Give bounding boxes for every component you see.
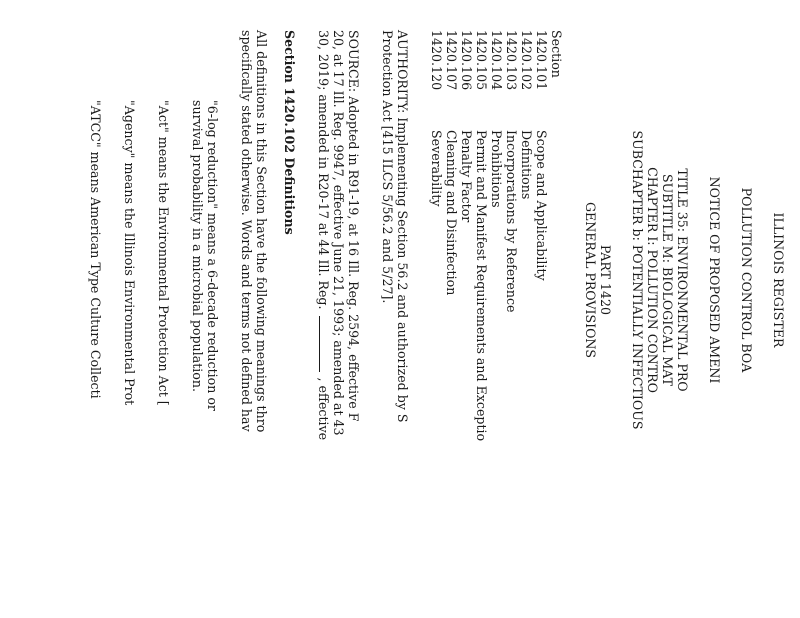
part-name: GENERAL PROVISIONS bbox=[583, 201, 598, 359]
toc-section-title: Severability bbox=[429, 130, 444, 207]
toc-section-number: 1420.120 bbox=[429, 30, 444, 91]
definition-entry: "Agency" means the Illinois Environmental Prot bbox=[122, 100, 137, 406]
toc-section-number: 1420.102 bbox=[519, 30, 534, 91]
toc-section-number: 1420.107 bbox=[444, 30, 459, 91]
part-number: PART 1420 bbox=[598, 244, 613, 316]
toc-section-title: Scope and Applicability bbox=[534, 130, 549, 281]
source-line: SOURCE: Adopted in R91-19, at 16 Ill. Reg. 2594, effective F bbox=[346, 30, 361, 422]
toc-section-title: Definitions bbox=[519, 130, 534, 200]
authority-line: Protection Act [415 ILCS 5/56.2 and 5/27]. bbox=[380, 30, 395, 304]
source-text: 30, 2019; amended in R20-17 at 44 Ill. Reg. bbox=[316, 30, 331, 310]
toc-section-title: Penalty Factor bbox=[459, 130, 474, 223]
subtitle-line: SUBTITLE M: BIOLOGICAL MAT bbox=[660, 173, 675, 387]
definition-entry: "ATCC" means American Type Culture Collecti bbox=[88, 100, 103, 399]
toc-heading: Section bbox=[549, 30, 564, 78]
definition-entry: "6-log reduction" means a 6-decade reduction or bbox=[205, 100, 220, 411]
toc-section-title: Incorporations by Reference bbox=[504, 130, 519, 313]
chapter-line: CHAPTER I: POLLUTION CONTRO bbox=[645, 167, 660, 393]
definitions-intro: All definitions in this Section have the following meanings thro bbox=[254, 30, 269, 433]
toc-section-title: Cleaning and Disinfection bbox=[444, 130, 459, 296]
toc-section-number: 1420.105 bbox=[474, 30, 489, 91]
definition-entry: survival probability in a microbial population. bbox=[190, 100, 205, 392]
title-line: TITLE 35: ENVIRONMENTAL PRO bbox=[675, 168, 690, 392]
toc-section-number: 1420.101 bbox=[534, 30, 549, 91]
toc-section-number: 1420.103 bbox=[504, 30, 519, 91]
toc-section-title: Prohibitions bbox=[489, 130, 504, 208]
source-text: , effective bbox=[316, 377, 331, 441]
rotated-document-page bbox=[88, 0, 800, 540]
board-header: POLLUTION CONTROL BOA bbox=[739, 187, 754, 373]
toc-section-number: 1420.106 bbox=[459, 30, 474, 91]
toc-section-title: Permit and Manifest Requirements and Exceptio bbox=[474, 130, 489, 442]
register-header: ILLINOIS REGISTER bbox=[771, 212, 786, 348]
definitions-intro: specifically stated otherwise. Words and terms not defined hav bbox=[239, 30, 254, 432]
section-heading: Section 1420.102 Definitions bbox=[282, 30, 297, 235]
authority-line: AUTHORITY: Implementing Section 56.2 and authorized by S bbox=[395, 30, 410, 423]
source-line bbox=[316, 30, 331, 440]
notice-header: NOTICE OF PROPOSED AMENI bbox=[707, 176, 722, 384]
subchapter-line: SUBCHAPTER b: POTENTIALLY INFECTIOUS bbox=[630, 130, 645, 430]
source-line: 20, at 17 Ill. Reg. 9947, effective June 21, 1993; amended at 43 bbox=[331, 30, 346, 436]
blank-underline bbox=[319, 316, 330, 372]
definition-entry: "Act" means the Environmental Protection Act [ bbox=[156, 100, 171, 406]
toc-section-number: 1420.104 bbox=[489, 30, 504, 91]
